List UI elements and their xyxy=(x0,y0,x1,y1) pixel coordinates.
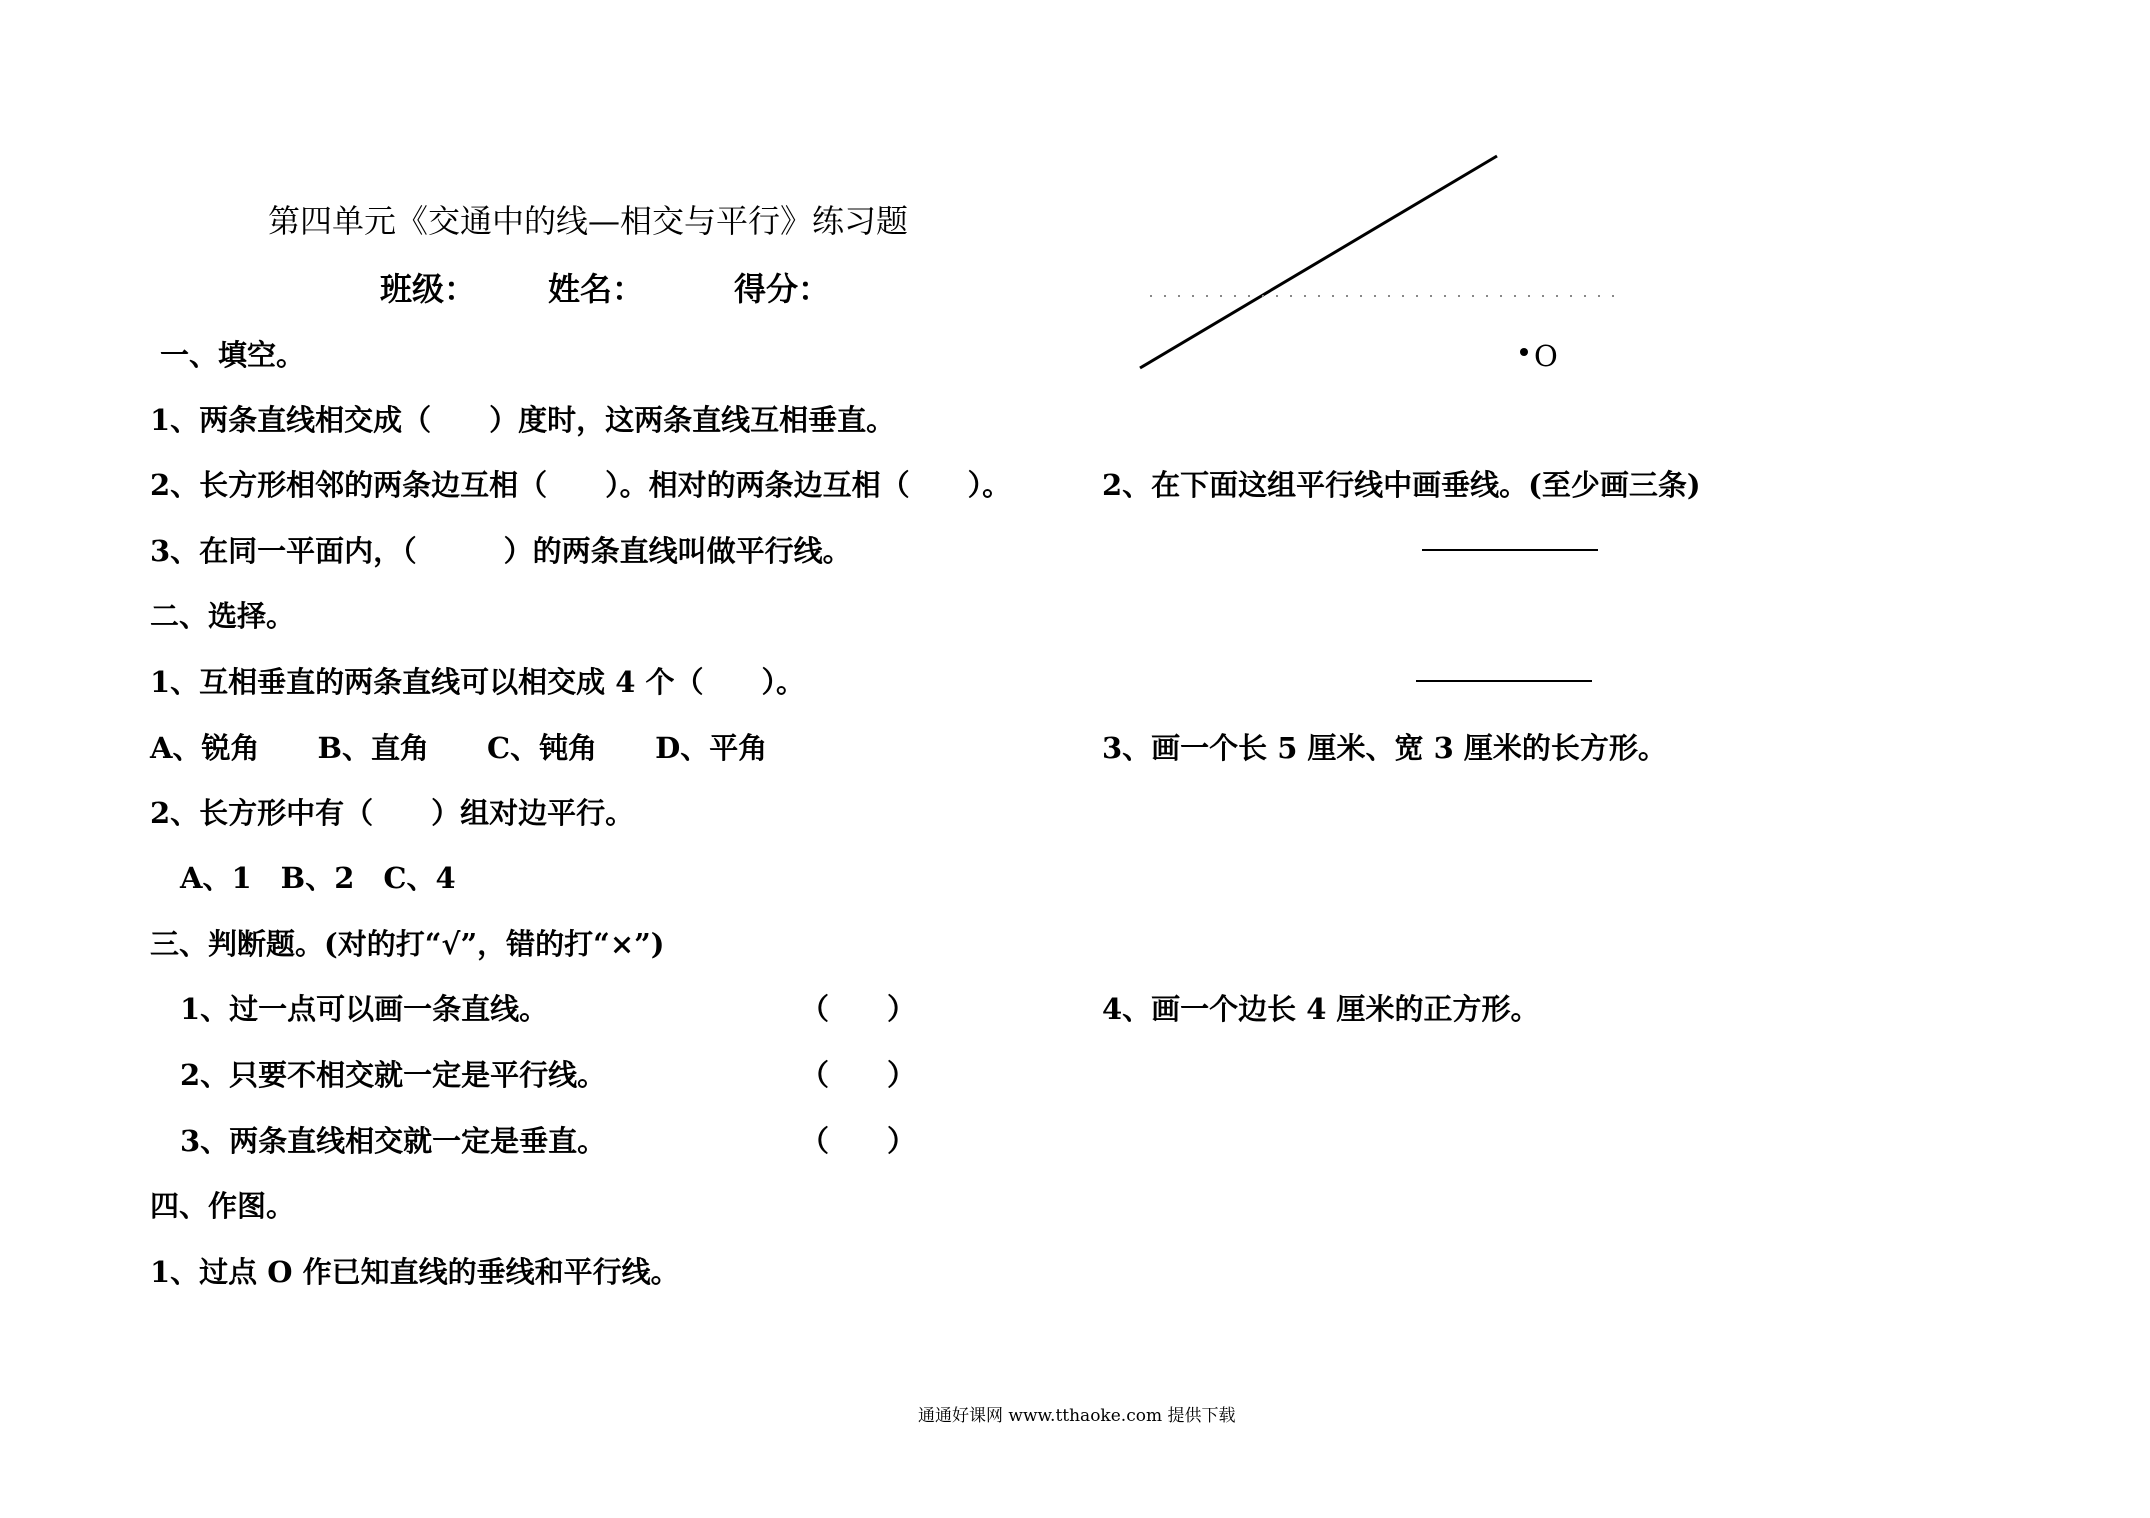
section2-q1: 1、互相垂直的两条直线可以相交成 4 个（ ）。 xyxy=(150,665,806,699)
given-line xyxy=(1140,156,1497,368)
section2-q2-options: A、1 B、2 C、4 xyxy=(180,861,456,895)
section3-q2: 2、只要不相交就一定是平行线。 xyxy=(180,1058,607,1092)
footer-credit: 通通好课网 www.tthaoke.com 提供下载 xyxy=(918,1406,1236,1426)
point-o-label: O xyxy=(1534,339,1558,373)
section2-heading: 二、选择。 xyxy=(150,599,296,633)
section3-q3-answer: （ ） xyxy=(800,1124,917,1158)
section2-q1-options: A、锐角 B、直角 C、钝角 D、平角 xyxy=(150,731,768,765)
section4-q1: 1、过点 O 作已知直线的垂线和平行线。 xyxy=(150,1255,680,1289)
score-label: 得分： xyxy=(734,270,831,308)
section4-heading: 四、作图。 xyxy=(150,1189,296,1223)
point-o-dot xyxy=(1520,348,1528,356)
section3-q3: 3、两条直线相交就一定是垂直。 xyxy=(180,1124,607,1158)
section1-q3: 3、在同一平面内，（ ）的两条直线叫做平行线。 xyxy=(150,534,852,568)
section3-q1-answer: （ ） xyxy=(800,992,917,1026)
section1-q2: 2、长方形相邻的两条边互相（ ）。相对的两条边互相（ ）。 xyxy=(150,468,1012,502)
section4-q2: 2、在下面这组平行线中画垂线。(至少画三条) xyxy=(1102,468,1701,502)
name-label: 姓名： xyxy=(548,270,645,308)
class-label: 班级： xyxy=(380,270,477,308)
section1-heading: 一、填空。 xyxy=(160,338,306,372)
section3-q2-answer: （ ） xyxy=(800,1058,917,1092)
section3-q1: 1、过一点可以画一条直线。 xyxy=(180,992,549,1026)
section1-q1: 1、两条直线相交成（ ）度时，这两条直线互相垂直。 xyxy=(150,403,896,437)
section2-q2: 2、长方形中有（ ）组对边平行。 xyxy=(150,796,635,830)
section4-q3: 3、画一个长 5 厘米、宽 3 厘米的长方形。 xyxy=(1102,731,1667,765)
section3-heading: 三、判断题。(对的打“√”，错的打“×”) xyxy=(150,927,665,961)
section4-q4: 4、画一个边长 4 厘米的正方形。 xyxy=(1102,992,1540,1026)
page-title: 第四单元《交通中的线—相交与平行》练习题 xyxy=(268,202,909,240)
